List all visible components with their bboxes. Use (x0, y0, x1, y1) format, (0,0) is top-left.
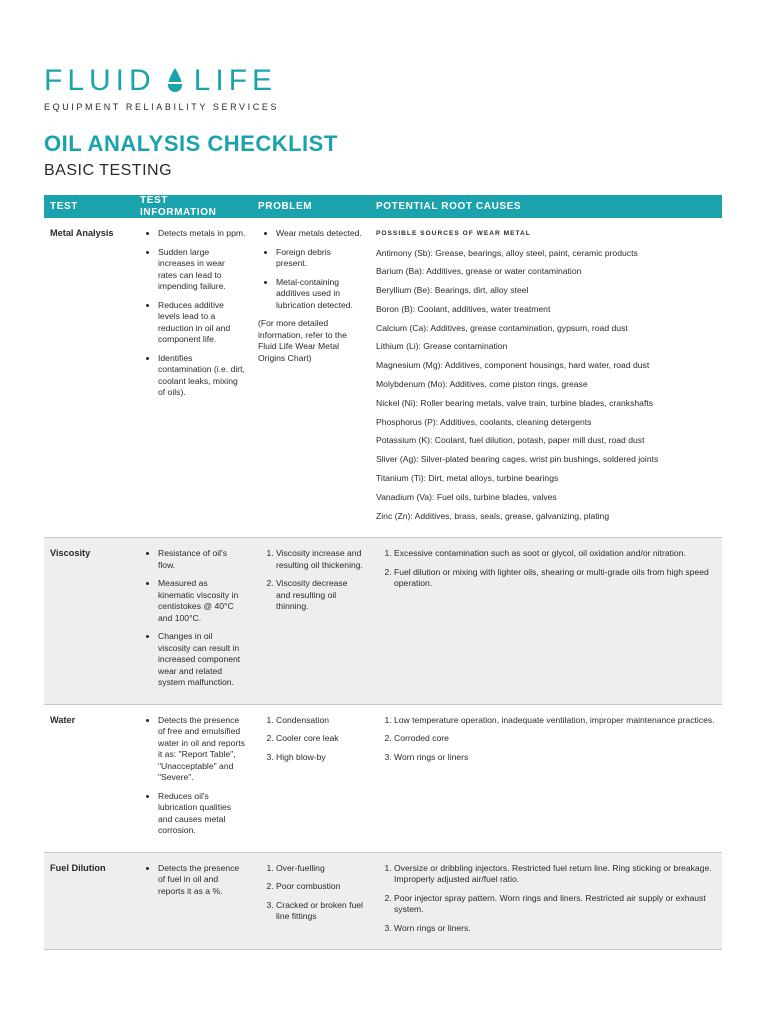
problem-item: 3. Cracked or broken fuel line fittings (276, 900, 364, 923)
problem-cell (252, 704, 370, 852)
problem-note: (For more detailed information, refer to the Fluid Life Wear Metal Origins Chart) (258, 318, 347, 363)
header-root-causes: POTENTIAL ROOT CAUSES (370, 195, 722, 218)
problem-item: • Wear metals detected. (276, 228, 364, 240)
test-information (134, 538, 252, 705)
cause-item: Sliver (Ag): Silver-plated bearing cages, wrist pin bushings, soldered joints (376, 454, 659, 465)
info-item: • Sudden large increases in wear rates can lead to impending failure. (158, 247, 246, 293)
cause-item: Barium (Ba): Additives, grease or water contamination (376, 266, 582, 277)
problem-item: 1. Viscosity increase and resulting oil thickening. (276, 548, 364, 571)
cause-item: Phosphorus (P): Additives, coolants, cleaning detergents (376, 416, 592, 427)
info-item: • Reduces additive levels lead to a reduction in oil and component life. (158, 300, 246, 346)
problem-cell (252, 218, 370, 538)
problem-item: 2. Cooler core leak (276, 733, 364, 745)
cause-item: 3. Worn rings or liners. (394, 923, 716, 935)
cause-item: Zinc (Zn): Additives, brass, seals, grease, galvanizing, plating (376, 510, 610, 521)
oil-drop-icon (168, 68, 182, 94)
cause-item: Potassium (K): Coolant, fuel dilution, potash, paper mill dust, road dust (376, 435, 645, 446)
test-information (134, 218, 252, 538)
problem-item: 2. Poor combustion (276, 881, 364, 893)
table-row (44, 704, 722, 852)
brand-wordmark (44, 64, 279, 98)
cause-item: 2. Poor injector spray pattern. Worn rings and liners. Restricted air supply or exhaust system. (394, 893, 716, 916)
cause-item: Calcium (Ca): Additives, grease contamination, gypsum, road dust (376, 322, 628, 333)
page-subtitle: BASIC TESTING (44, 162, 173, 179)
table-row (44, 218, 722, 538)
info-item: • Changes in oil viscosity can result in increased component wear and related system malfunction. (158, 631, 246, 689)
info-item: • Measured as kinematic viscosity in centistokes @ 40°C and 100°C. (158, 578, 246, 624)
cause-item: Beryllium (Be): Bearings, dirt, alloy steel (376, 285, 529, 296)
info-item: • Detects the presence of fuel in oil and reports it as a %. (158, 863, 246, 898)
cause-item: Magnesium (Mg): Additives, component housings, hard water, road dust (376, 360, 650, 371)
cause-item: 1. Oversize or dribbling injectors. Restricted fuel return line. Ring sticking or breakage. Improperly adjusted air/fuel ratio. (394, 863, 716, 886)
info-item: • Detects metals in ppm. (158, 228, 246, 240)
cause-item: Antimony (Sb): Grease, bearings, alloy steel, paint, ceramic products (376, 247, 638, 258)
test-name: Fuel Dilution (44, 852, 134, 950)
causes-heading: POSSIBLE SOURCES OF WEAR METAL (376, 230, 531, 237)
brand-word-left: FLUID (44, 64, 156, 97)
cause-item: Boron (B): Coolant, additives, water treatment (376, 303, 551, 314)
test-information (134, 852, 252, 950)
page-title: OIL ANALYSIS CHECKLIST (44, 131, 338, 156)
test-name: Water (50, 714, 76, 725)
problem-item: 3. High blow-by (276, 752, 364, 764)
header-test-information: TEST INFORMATION (134, 195, 252, 218)
cause-item: Titanium (Ti): Dirt, metal alloys, turbine bearings (376, 473, 559, 484)
cause-item: 1. Low temperature operation, inadequate ventilation, improper maintenance practices. (394, 715, 716, 727)
table-header-row (44, 195, 722, 218)
table-row (44, 538, 722, 705)
cause-item: 2. Corroded core (394, 733, 716, 745)
cause-item: Lithium (Li): Grease contamination (376, 341, 508, 352)
info-item: • Resistance of oil's flow. (158, 548, 246, 571)
problem-item: • Foreign debris present. (276, 247, 364, 270)
cause-item: 1. Excessive contamination such as soot or glycol, oil oxidation and/or nitration. (394, 548, 716, 560)
info-item: • Identifies contamination (i.e. dirt, coolant leaks, mixing of oils). (158, 353, 246, 399)
cause-item: Vanadium (Va): Fuel oils, turbine blades, valves (376, 491, 557, 502)
brand-tagline: EQUIPMENT RELIABILITY SERVICES (44, 102, 280, 112)
header-test: TEST (44, 195, 134, 218)
table-row (44, 852, 722, 950)
brand-logo (44, 64, 279, 112)
info-item: • Reduces oil's lubrication qualities and causes metal corrosion. (158, 791, 246, 837)
test-information (134, 704, 252, 852)
problem-item: 2. Viscosity decrease and resulting oil thinning. (276, 578, 364, 613)
cause-item: 3. Worn rings or liners (394, 752, 716, 764)
test-name: Viscosity (44, 538, 134, 705)
brand-word-right: LIFE (193, 64, 278, 97)
header-problem: PROBLEM (252, 195, 370, 218)
cause-item: 2. Fuel dilution or mixing with lighter oils, shearing or multi-grade oils from high speed operation. (394, 567, 716, 590)
root-causes-cell (370, 704, 722, 852)
problem-cell (252, 852, 370, 950)
root-causes-cell (370, 218, 722, 538)
problem-item: 1. Condensation (276, 715, 364, 727)
problem-item: • Metal-containing additives used in lubrication detected. (276, 277, 364, 312)
checklist-table (44, 195, 722, 950)
test-name: Metal Analysis (50, 228, 114, 238)
cause-item: Nickel (Ni): Roller bearing metals, valve train, turbine blades, crankshafts (376, 397, 654, 408)
problem-cell (252, 538, 370, 705)
info-item: • Detects the presence of free and emulsified water in oil and reports it as: "Report Table", "Unacceptable" and "Severe". (158, 715, 246, 784)
problem-item: 1. Over-fuelling (276, 863, 364, 875)
root-causes-cell (370, 538, 722, 705)
cause-item: Molybdenum (Mo): Additives, come piston rings, grease (376, 379, 588, 390)
root-causes-cell (370, 852, 722, 950)
